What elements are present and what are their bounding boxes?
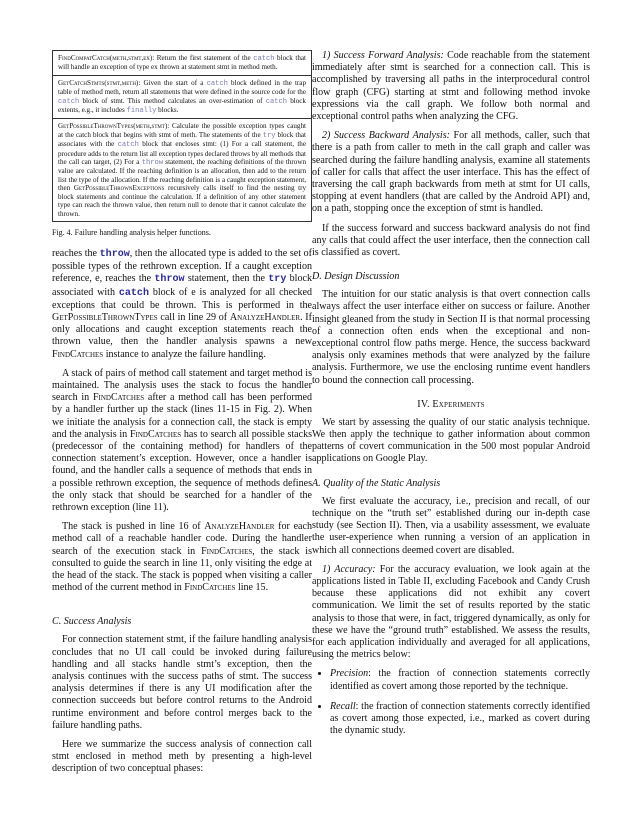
function-name: GetPossibleThrownTypes xyxy=(52,311,158,323)
right-column xyxy=(312,50,590,745)
function-name: FindCompatCatch(meth,stmt,ex) xyxy=(58,54,153,62)
section-heading-c: C. Success Analysis xyxy=(52,616,132,628)
paragraph xyxy=(312,130,590,215)
text: : the fraction of connection statements correctly identified as covert among those reported by the technique. xyxy=(330,668,590,692)
text: , the stack is consulted to guide the search in line 11, only visiting the edge at the head of the stack. The stack is popped when visiting a caller method of the current method in xyxy=(52,545,312,594)
entry-text: statement, the reaching definitions of the thrown value are calculated. If the reaching definition is an allocation, then add to the return list the type of the allocation. If the reaching definition is a caught exception statement, then xyxy=(58,158,306,193)
code-keyword: try xyxy=(268,274,287,286)
figure-caption: Fig. 4. Failure handling analysis helper functions. xyxy=(52,227,211,237)
text: instance to analyze the failure handling. xyxy=(103,348,266,360)
function-name: GetPossibleThrownExceptions xyxy=(73,184,165,193)
function-name: FindCatches xyxy=(129,428,182,440)
section-heading-a: A. Quality of the Static Analysis xyxy=(312,477,441,489)
entry-text: block that encloses stmt: (1) For a call statement, the procedure adds to the return list all exception types declared throws by all methods that the call can target, (2) For a xyxy=(58,140,306,167)
section-heading-d: D. Design Discussion xyxy=(312,271,400,283)
code-keyword: catch xyxy=(253,55,275,63)
entry-text: block extents, e.g., it includes xyxy=(58,96,306,115)
entry-text: block that associates with the xyxy=(58,130,306,149)
text: For all methods, caller, such that there is a path from caller to meth in the call graph and caller was searched during the failure handling analysis, examine all statements of caller for calls that affect the user interface. This has the effect of traversing the call graph backwards from meth at stmt for UI calls, stopping at event handlers (that are called by the Android API) and, on a path, stopping once the exception of stmt is handled. xyxy=(312,130,590,215)
entry-text: : Given the start of a xyxy=(138,78,207,87)
text: call in line 29 of xyxy=(157,311,230,323)
code-keyword: finally xyxy=(126,107,157,116)
subsection-heading: 1) Success Forward Analysis: xyxy=(322,50,444,61)
subsection-heading: 2) Success Backward Analysis: xyxy=(322,130,450,142)
function-name: AnalyzeHandler xyxy=(204,521,275,533)
figure-entry-get-possible-thrown-types xyxy=(53,118,311,220)
text: Code reachable from the statement immediately after stmt is searched for a connection call. This is accomplished by traversing all paths in the interprocedural control flow graph (CFG) starting at stmt and following method invoke expressions via the call graph. We follow both normal and exceptional control paths when analyzing the CFG. xyxy=(312,50,590,123)
paragraph xyxy=(312,50,590,123)
function-name: FindCatches xyxy=(52,348,104,360)
paragraph xyxy=(52,521,312,594)
paragraph: We start by assessing the quality of our static analysis technique. We then apply the technique to gather information about common patterns of covert communication in the 500 most popular Android applications on Google Play. xyxy=(312,416,590,465)
entry-text: block that will handle an exception of type ex thrown at statement stmt in method meth. xyxy=(58,54,306,72)
text: block of e is analyzed for all checked exceptions that could be thrown. This is performed in the xyxy=(52,286,312,311)
text: The stack is pushed in line 16 of xyxy=(62,521,205,533)
text: has to search all possible stacks (predecessor of the containing method) for handlers of the connection statement’s exception. However, once a handler is found, and the handler calls a sequence of methods that ends in a possible rethrown exception, the sequence of methods defines the only stack that should be searched for a handler of the rethrown exception (line 11). xyxy=(52,428,312,513)
code-keyword: throw xyxy=(154,274,185,286)
function-name: AnalyzeHandler xyxy=(229,311,301,323)
metric-term: Precision xyxy=(330,668,369,680)
text: line 15. xyxy=(235,582,269,594)
paragraph xyxy=(52,248,312,361)
section-heading-iv: IV. Experiments xyxy=(417,398,485,410)
code-keyword: catch xyxy=(58,97,80,106)
paragraph: If the success forward and success backward analysis do not find any calls that could affect the user interface, then the connection call is classified as covert. xyxy=(312,222,590,259)
function-name: FindCatches xyxy=(92,392,145,404)
left-column xyxy=(52,50,312,783)
text: reaches the xyxy=(52,247,100,259)
paragraph: The intuition for our static analysis is that overt connection calls always affect the user interface either on success or failure. Another insight gleaned from the study in Section II is that normal processing of a connection often ends when the exceptional and non-exceptional control flow paths merge. Hence, the success backward analysis only examines methods that were analyzed by the failure analysis. Furthermore, we use the enclosing runtime event handlers to bound the connection call processing. xyxy=(312,289,590,386)
entry-text: : Return the first statement of the xyxy=(152,54,254,62)
code-keyword: try xyxy=(262,131,276,140)
entry-text: recursively calls itself to find the nesting try block statements and continue the calculation. If a definition of any other statement type can reach the thrown value, then return null to denote that it cannot calculate the thrown. xyxy=(58,184,306,218)
figure-entry-find-compat-catch xyxy=(53,51,311,75)
function-name: FindCatches xyxy=(184,582,236,594)
helper-functions-figure xyxy=(52,50,312,222)
text: for each method call of a reachable handler code. During the handler search of the execution stack in xyxy=(52,521,312,557)
paragraph xyxy=(312,564,590,662)
code-keyword: catch xyxy=(265,97,288,106)
function-name: FindCatches xyxy=(201,545,253,557)
code-keyword: catch xyxy=(206,79,228,88)
list-item xyxy=(330,668,590,692)
text: , then the allocated type is added to the set of possible types of the rethrown exception. If a caught exception reference, e, reaches the xyxy=(52,247,312,285)
code-keyword: catch xyxy=(118,287,149,299)
code-keyword: throw xyxy=(141,159,164,168)
figure-entry-get-catch-stmts xyxy=(53,75,311,119)
entry-text: blocks. xyxy=(156,106,179,115)
subsection-heading: 1) Accuracy: xyxy=(322,563,376,575)
text: statement, then the xyxy=(184,273,269,285)
list-item xyxy=(330,701,590,738)
paragraph: Here we summarize the success analysis of connection call stmt enclosed in method meth by presenting a high-level description of two conceptual phases: xyxy=(52,739,312,775)
entry-text: block of stmt. This method calculates an over-estimation of xyxy=(79,96,266,105)
text: . If only allocations and caught exception statements reach the thrown value, then the handler analysis spawns a new xyxy=(52,311,313,348)
metric-term: Recall xyxy=(330,700,356,712)
text: For the accuracy evaluation, we look again at the applications listed in Table II, excluding Facebook and Candy Crush because these applications did not exhibit any covert communication. We limit the set of results reported by the static analysis to those that were, in fact, triggered dynamically, as only for these we have the “ground truth” established. We assess the results, for each application individually and averaged for all applications, using the metrics below: xyxy=(312,563,590,661)
function-name: GetPossibleThrownTypes(meth,stmt) xyxy=(58,122,168,131)
metrics-list xyxy=(312,668,590,737)
code-keyword: throw xyxy=(99,248,130,260)
text: block associated with xyxy=(52,273,312,298)
text: after a method call has been performed by a handler further up the stack (lines 11-15 in Fig. 2). When we initiate the analysis for a connection call, the stack is empty and the analysis in xyxy=(52,392,312,440)
text: A stack of pairs of method call statement and target method is maintained. The analysis uses the stack to focus the handler search in xyxy=(52,367,312,404)
paragraph: For connection statement stmt, if the failure handling analysis concludes that no UI call could be invoked during failure handling and all stacks handle stmt’s exception, then the analysis continues with the success paths of stmt. The success analysis determines if there is any UI modification after the connection succeeds but before control returns to the Android runtime environment and before control merges back to the failure handling paths. xyxy=(52,634,312,731)
paragraph xyxy=(52,368,312,514)
paragraph: We first evaluate the accuracy, i.e., precision and recall, of our technique on the “truth set” established during our in-depth case study (see Section II). Then, via a usability assessment, we evaluate the user-experience when running a version of an application in which all connections deemed covert are disabled. xyxy=(312,495,590,556)
entry-text: block defined in the trap table of method meth, return all statements that were defined in the source code for the xyxy=(58,78,306,97)
entry-text: : Calculate the possible exception types caught at the catch block that begins with stmt of meth. The statements of the xyxy=(58,122,306,139)
code-keyword: catch xyxy=(117,141,139,150)
function-name: GetCatchStmts(stmt,meth) xyxy=(58,78,139,87)
text: : the fraction of connection statements correctly identified as covert among those expected, i.e., marked as covert during the dynamic study. xyxy=(330,700,590,737)
